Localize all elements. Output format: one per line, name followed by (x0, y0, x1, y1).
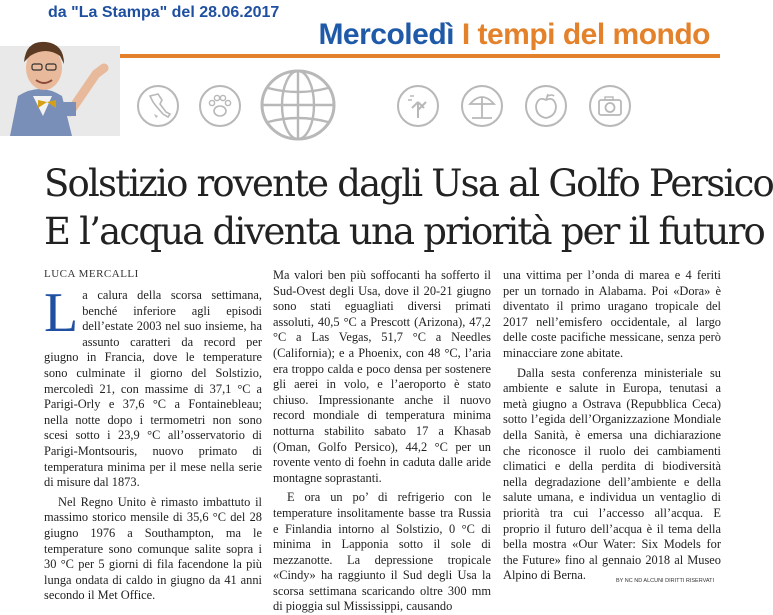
article-paragraph: Ma valori ben più soffocanti ha sofferto il Sud-Ovest degli Usa, dove il 20-21 giugno sono stati eguagliati diversi primati assoluti, 40,5 °C a Prescott (Arizona), 47,2 °C a Las Vegas, 51,7 °C a Needles (California); e a Phoenix, con 48 °C, l’aria era troppo calda e poco densa per sostenere gli aerei in volo, e l’aeroporto è stato chiuso. Impressionante anche il nuovo record mondiale di temperatura minima notturna stabilito sabato 17 a Khasab (Oman, Golfo Persico), 44,2 °C per un rovente vento di foehn in caduta dalle aride montagne soprastanti. (273, 268, 491, 485)
source-note: da "La Stampa" del 28.06.2017 (48, 4, 280, 21)
article-column-2 (273, 268, 491, 615)
icon-strip (128, 70, 712, 140)
road-sign-icon (396, 84, 440, 128)
byline: LUCA MERCALLI (44, 268, 139, 280)
article-paragraph: Nel Regno Unito è rimasto imbattuto il massimo storico mensile di 35,6 °C del 28 giugno 1976 a Southampton, ma le temperature sono comunque salite sopra i 30 °C per 5 giorni di fila facendone la più lunga ondata di caldo in giugno da 41 anni secondo il Met Office. (44, 494, 262, 603)
headline-line-2: E l’acqua diventa una priorità per il futuro (44, 210, 764, 253)
camera-icon (588, 84, 632, 128)
article-column-1 (44, 282, 262, 604)
beach-umbrella-icon (460, 84, 504, 128)
article-column-3 (503, 268, 721, 584)
columnist-photo (0, 16, 120, 136)
article-paragraph: Dalla sesta conferenza ministeriale su ambiente e salute in Europa, tenutasi a metà giugno a Ostrava (Repubblica Ceca) sotto l’egida dell’Organizzazione Mondiale della Sanità, è emersa una dichiarazione che riconosce il ruolo dei cambiamenti climatici e della perdita di biodiversità nella degradazione dell’ambiente e della salute umana, e individua un ventaglio di priorità tra cui l’accesso all’acqua. E proprio il futuro dell’acqua è il tema della bella mostra «Our Water: Six Models for the Future» fino al gennaio 2018 al Museo Alpino di Berna. (503, 365, 721, 583)
italy-map-icon (136, 84, 180, 128)
rubric-day: Mercoledì (318, 18, 454, 51)
article-paragraph: E ora un po’ di refrigerio con le temperature insolitamente basse tra Russia e Finlandia intorno al Solstizio, 0 °C di minima in Lapponia sotto il sole di mezzanotte. La depressione tropicale «Cindy» ha raggiunto il Sud degli Usa la scorsa settimana scaricando oltre 300 mm di pioggia sul Mississippi, causando (273, 490, 491, 614)
paw-print-icon (198, 84, 242, 128)
rubric-section: I tempi del mondo (461, 18, 710, 51)
apple-icon (524, 84, 568, 128)
rubric-band (120, 54, 720, 58)
globe-icon (252, 66, 344, 144)
copyright-note: BY NC ND ALCUNI DIRITTI RISERVATI (616, 578, 714, 584)
article-paragraph: La calura della scorsa settimana, benché inferiore agli episodi dell’estate 2003 nel suo insieme, ha assunto caratteri da record per giugno in Francia, dove le temperature sono culminate il giorno del Solstizio, mercoledì 21, con massime di 37,1 °C a Parigi-Orly e 37,6 °C a Fontainebleau; nella notte dopo i termometri non sono scesi sotto i 23,9 °C all’osservatorio di Parigi-Montsouris, nuovo primato di temperatura minima per il mese nella serie di misure dal 1873. (44, 282, 262, 490)
drop-cap: L (44, 282, 79, 344)
headline-line-1: Solstizio rovente dagli Usa al Golfo Persico (44, 162, 773, 205)
rubric-title (318, 18, 710, 52)
article-paragraph: una vittima per l’onda di marea e 4 feriti per un tornado in Alabama. Poi «Dora» è diventato il primo uragano tropicale del 2017 nell’emisfero occidentale, al largo delle coste pacifiche messicane, senza però minacciare zone abitate. (503, 268, 721, 360)
headline (44, 160, 773, 256)
